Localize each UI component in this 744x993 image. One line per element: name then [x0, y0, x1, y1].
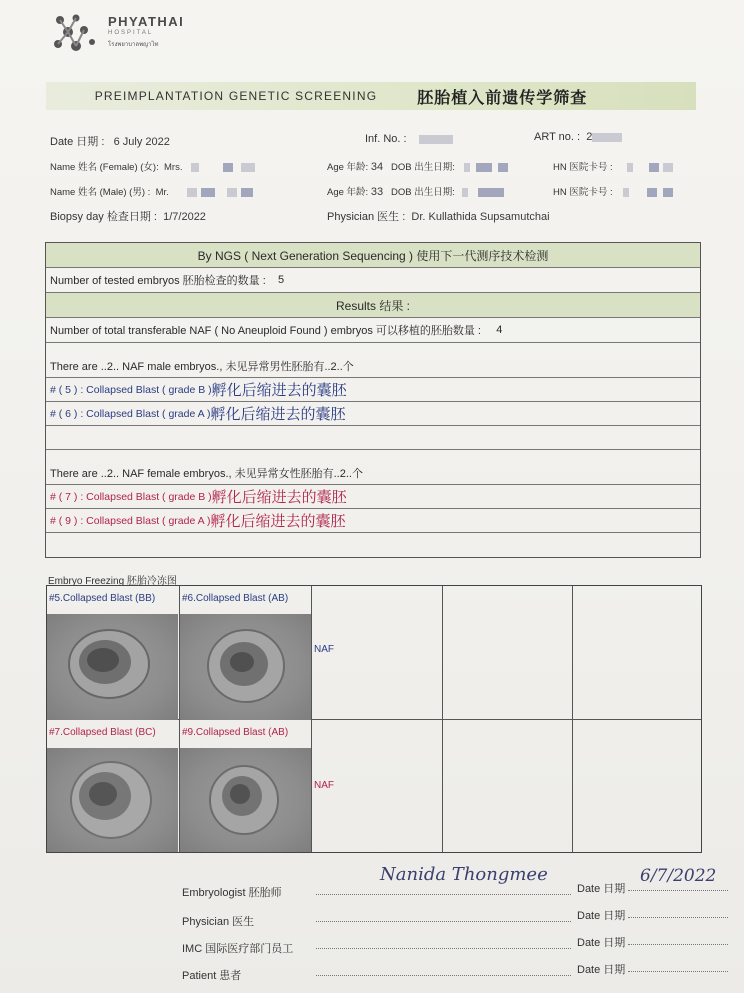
embryo-caption: #6.Collapsed Blast (AB): [182, 593, 289, 604]
hospital-logo: [50, 12, 184, 56]
empty-cell: [573, 586, 701, 720]
freezing-label: Embryo Freezing 胚胎冷冻图: [48, 576, 177, 587]
results-table: [45, 242, 701, 558]
method-row: By NGS ( Next Generation Sequencing ) 使用下一代测序技术检测: [46, 243, 700, 268]
freezing-grid: [46, 585, 702, 853]
physician-field: Physician 医生 : Dr. Kullathida Supsamutchai: [327, 211, 550, 223]
empty-cell: [573, 720, 701, 852]
date-line: [628, 917, 728, 918]
signature-line: [316, 921, 571, 922]
patient-label: Patient 患者: [182, 970, 242, 982]
embryologist-signature: Nanida Thongmee: [380, 864, 548, 885]
transferable-row: Number of total transferable NAF ( No Aneuploid Found ) embryos 可以移植的胚胎数量 : 4: [46, 318, 700, 343]
male-embryo-row: # ( 6 ) : Collapsed Blast ( grade A ) 孵化后缩进去的囊胚: [46, 402, 700, 426]
embryo-cell: [47, 720, 180, 852]
embryo-image: [47, 614, 178, 720]
female-embryo-row: # ( 9 ) : Collapsed Blast ( grade A ) 孵化后缩进去的囊胚: [46, 509, 700, 533]
female-summary-row: There are ..2.. NAF female embryos., 未见异常女性胚胎有..2..个: [46, 450, 700, 485]
date-line: [628, 944, 728, 945]
title-cn: 胚胎植入前遗传学筛查: [417, 89, 588, 107]
signature-line: [316, 894, 571, 895]
female-name-field: Name 姓名 (Female) (女): Mrs.: [50, 159, 255, 173]
date-label: Date 日期: [577, 964, 626, 976]
signature-line: [316, 948, 571, 949]
male-hn-field: HN 医院卡号 :: [553, 184, 673, 198]
logo-thai: โรงพยาบาลพญาไท: [108, 42, 159, 48]
naf-label: NAF: [314, 644, 334, 655]
naf-label: NAF: [314, 780, 334, 791]
tested-row: Number of tested embryos 胚胎检查的数量 : 5: [46, 268, 700, 293]
results-header-row: Results 结果 :: [46, 293, 700, 318]
signature-line: [316, 975, 571, 976]
embryo-caption: #7.Collapsed Blast (BC): [49, 727, 156, 738]
embryo-image: [180, 614, 311, 720]
logo-mark-icon: [50, 12, 102, 56]
art-field: ART no. : 2: [534, 131, 622, 143]
date-field: Date 日期 : 6 July 2022: [50, 136, 170, 148]
male-age-field: Age 年龄: 33 DOB 出生日期:: [327, 184, 504, 198]
inf-field: Inf. No. :: [365, 133, 453, 145]
empty-cell: [443, 720, 573, 852]
embryologist-label: Embryologist 胚胎师: [182, 887, 282, 899]
female-age-field: Age 年龄: 34 DOB 出生日期:: [327, 159, 508, 173]
male-embryo-row: # ( 5 ) : Collapsed Blast ( grade B ) 孵化后缩进去的囊胚: [46, 378, 700, 402]
embryo-caption: #9.Collapsed Blast (AB): [182, 727, 289, 738]
title-en: PREIMPLANTATION GENETIC SCREENING: [94, 89, 378, 103]
embryologist-date: 6/7/2022: [640, 866, 717, 886]
biopsy-field: Biopsy day 检查日期 : 1/7/2022: [50, 211, 206, 223]
result-cell: [312, 586, 443, 720]
date-line: [628, 890, 728, 891]
male-name-field: Name 姓名 (Male) (男) : Mr.: [50, 184, 253, 198]
date-label: Date 日期: [577, 883, 626, 895]
male-summary-row: There are ..2.. NAF male embryos., 未见异常男性胚胎有..2..个: [46, 343, 700, 378]
date-line: [628, 971, 728, 972]
embryo-image: [180, 748, 311, 852]
title-bar: [46, 82, 696, 110]
result-cell: [312, 720, 443, 852]
date-label: Date 日期: [577, 910, 626, 922]
embryo-caption: #5.Collapsed Blast (BB): [49, 593, 156, 604]
embryo-cell: [180, 720, 312, 852]
empty-row: [46, 426, 700, 450]
physician-label: Physician 医生: [182, 916, 255, 928]
empty-row: [46, 533, 700, 557]
embryo-cell: [180, 586, 312, 720]
embryo-cell: [47, 586, 180, 720]
logo-name: PHYATHAI: [108, 14, 185, 29]
female-hn-field: HN 医院卡号 :: [553, 159, 673, 173]
empty-cell: [443, 586, 573, 720]
female-embryo-row: # ( 7 ) : Collapsed Blast ( grade B ) 孵化后缩进去的囊胚: [46, 485, 700, 509]
logo-sub: HOSPITAL: [108, 30, 154, 36]
date-label: Date 日期: [577, 937, 626, 949]
embryo-image: [47, 748, 178, 852]
imc-label: IMC 国际医疗部门员工: [182, 943, 294, 955]
